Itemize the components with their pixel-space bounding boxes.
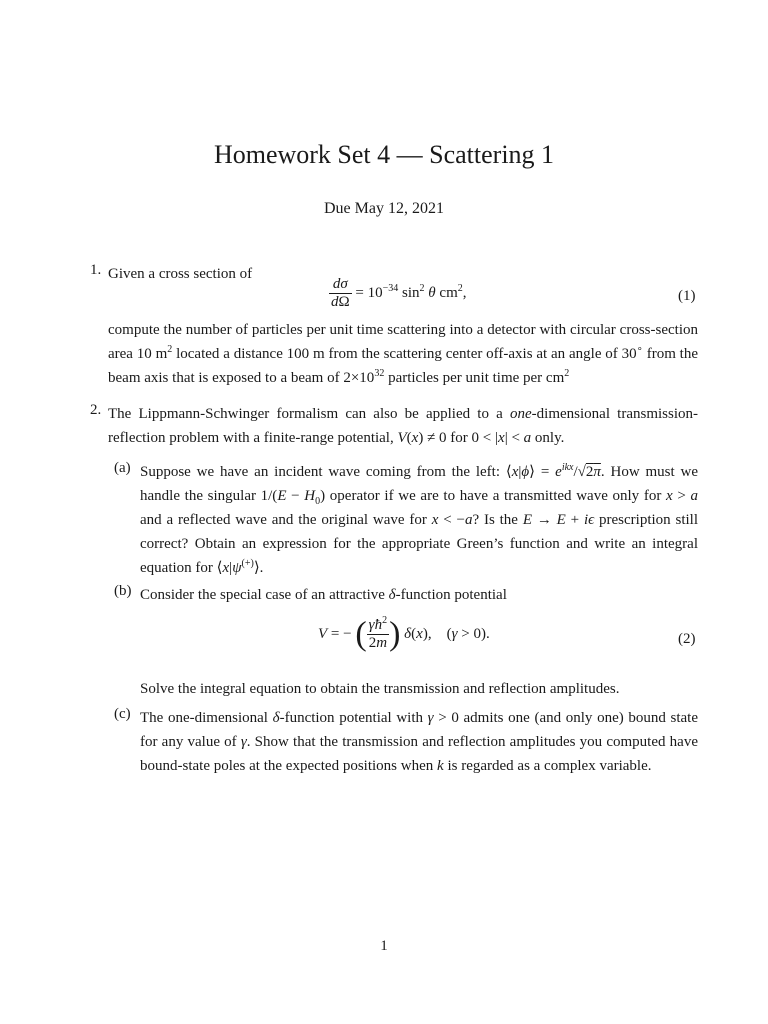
page-title: Homework Set 4 — Scattering 1: [213, 140, 555, 169]
problem-1-intro: Given a cross section of: [108, 266, 253, 282]
part-b-label: (b): [114, 583, 132, 599]
problem-1-body: compute the number of particles per unit time scattering into a detector with circular cross-section area 10 $m^2$ located a distance 100 m from the scattering center off-axis at an angle of 30∘ from the beam axis that is exposed to a beam of $2\times 10^{32}$ particles per unit time per $cm^2$: [108, 322, 699, 386]
problem-2-number: 2.: [90, 402, 102, 418]
part-c-text: The one-dimensional δ-function potential with γ > 0 admits one (and only one) bound state for any value of γ. Show that the transmission and reflection amplitudes you computed have bound-state poles at the expected positions when k is regarded as a complex variable.: [140, 710, 699, 774]
equation-2-number: (2): [678, 631, 696, 647]
part-a-label: (a): [114, 460, 131, 476]
equation-1-number: (1): [678, 288, 696, 304]
problem-1-number: 1.: [90, 262, 102, 278]
equation-2: V = − ( $\frac{\gamma ħ^2}{2m}$ ) δ(x), (γ > 0).: [318, 615, 490, 653]
fraction: $\frac{d\sigma}{d\Omega}$: [331, 276, 350, 310]
part-b-after: Solve the integral equation to obtain the transmission and reflection amplitudes.: [140, 681, 620, 697]
part-c-label: (c): [114, 706, 131, 722]
fraction: $\frac{\gamma ħ^2}{2m}$: [368, 615, 388, 651]
equation-1: $\frac{d\sigma}{d\Omega}$ = $10^{-34}$ $\sin^2 \theta$ $cm^2$,: [331, 276, 467, 310]
due-date: Due May 12, 2021: [324, 200, 444, 217]
page-number: 1: [380, 938, 388, 954]
part-b-text: Consider the special case of an attractive δ-function potential: [140, 587, 507, 603]
part-a-text: Suppose we have an incident wave coming from the left: ⟨x|ϕ⟩ = $e^{ikx}/√2\pi$. How must we handle the singular $1/(E - H_0)$ operator if we are to have a transmitted wave only for x > a and a reflected wave and the original wave for x < −a? Is the E → E + iϵ prescription still correct? Obtain an expression for the appropriate Green’s function and write an integral equation for ⟨x|ψ(+)⟩.: [140, 462, 699, 576]
problem-2-intro: The Lippmann-Schwinger formalism can also be applied to a one-dimensional transmission-reflection problem with a finite-range potential, V(x) ≠ 0 for 0 < |x| < a only.: [108, 406, 698, 446]
